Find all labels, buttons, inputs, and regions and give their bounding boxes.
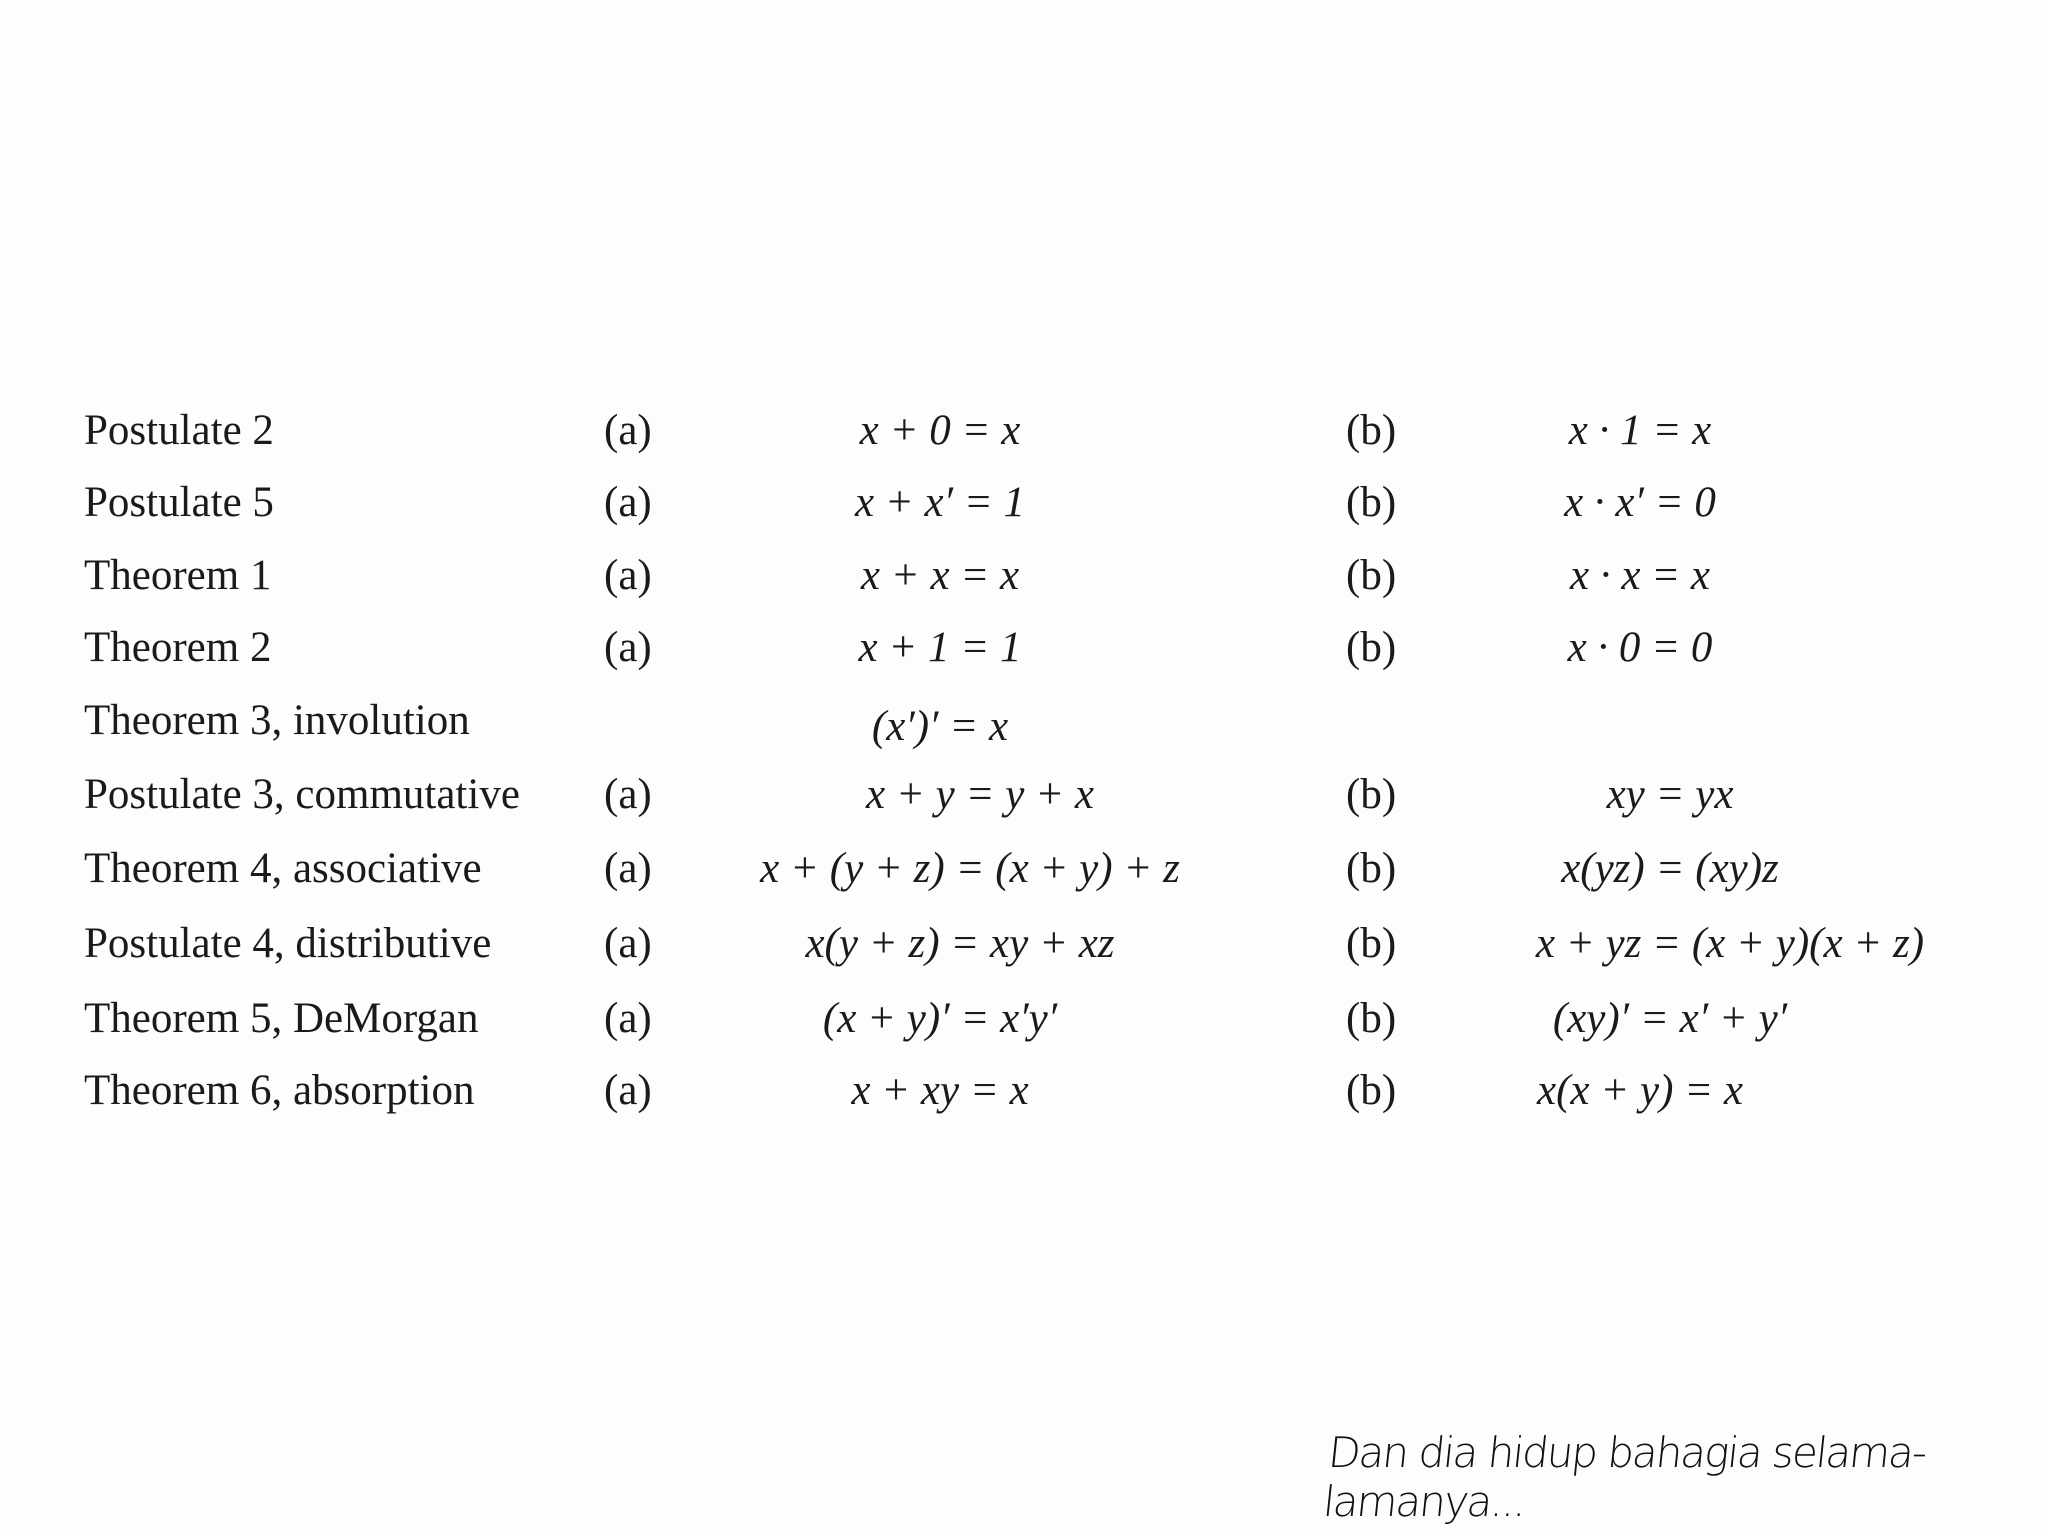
row-name: Postulate 2 [84, 407, 274, 454]
tag-a: (a) [604, 771, 652, 818]
table-row [0, 541, 2048, 611]
equation-b: (xy)′ = x′ + y′ [1552, 995, 1788, 1042]
tag-a: (a) [604, 1067, 652, 1114]
table-row [0, 396, 2048, 466]
tag-b: (b) [1346, 552, 1397, 599]
tag-a: (a) [604, 920, 652, 967]
row-name: Theorem 1 [84, 552, 272, 599]
tag-b: (b) [1346, 845, 1397, 892]
row-name: Postulate 5 [84, 479, 274, 526]
equation-a: x + xy = x [851, 1067, 1029, 1114]
tag-a: (a) [604, 479, 652, 526]
row-name: Theorem 4, associative [84, 845, 482, 892]
equation-b: x · 1 = x [1568, 407, 1712, 454]
equation-b: x · x′ = 0 [1564, 479, 1716, 526]
tag-b: (b) [1346, 995, 1397, 1042]
equation-a: x + 1 = 1 [858, 624, 1022, 671]
tag-a: (a) [604, 624, 652, 671]
tag-b: (b) [1346, 624, 1397, 671]
tag-a: (a) [604, 552, 652, 599]
row-name: Postulate 4, distributive [84, 920, 492, 967]
tag-b: (b) [1346, 479, 1397, 526]
equation-b: x + yz = (x + y)(x + z) [1535, 920, 1925, 967]
tag-a: (a) [604, 995, 652, 1042]
row-name: Theorem 6, absorption [84, 1067, 475, 1114]
table-row [0, 984, 2048, 1054]
tag-b: (b) [1346, 1067, 1397, 1114]
table-row [0, 1056, 2048, 1126]
tag-b: (b) [1346, 407, 1397, 454]
equation-a: x + x = x [860, 552, 1020, 599]
tag-a: (a) [604, 845, 652, 892]
row-name: Theorem 2 [84, 624, 272, 671]
table-row [0, 613, 2048, 683]
equation-b: x(x + y) = x [1536, 1067, 1743, 1114]
tag-a: (a) [604, 407, 652, 454]
equation-a: (x′)′ = x [871, 703, 1009, 750]
equation-b: x(yz) = (xy)z [1561, 845, 1779, 892]
footer-caption: Dan dia hidup bahagia selama-lamanya... [1320, 1428, 1928, 1526]
tag-b: (b) [1346, 771, 1397, 818]
row-name: Theorem 3, involution [84, 697, 470, 744]
equation-b: x · x = x [1569, 552, 1711, 599]
table-row [0, 468, 2048, 538]
tag-b: (b) [1346, 920, 1397, 967]
equation-a: (x + y)′ = x′y′ [822, 995, 1058, 1042]
table-row [0, 834, 2048, 904]
equation-a: x(y + z) = xy + xz [805, 920, 1115, 967]
equation-a: x + (y + z) = (x + y) + z [760, 845, 1180, 892]
equation-b: xy = yx [1606, 771, 1734, 818]
table-row [0, 909, 2048, 979]
equation-a: x + y = y + x [866, 771, 1094, 818]
equation-b: x · 0 = 0 [1567, 624, 1713, 671]
equation-a: x + 0 = x [859, 407, 1021, 454]
table-row [0, 760, 2048, 830]
row-name: Postulate 3, commutative [84, 771, 520, 818]
row-name: Theorem 5, DeMorgan [84, 995, 479, 1042]
table-row [0, 686, 2048, 756]
equation-a: x + x′ = 1 [854, 479, 1026, 526]
